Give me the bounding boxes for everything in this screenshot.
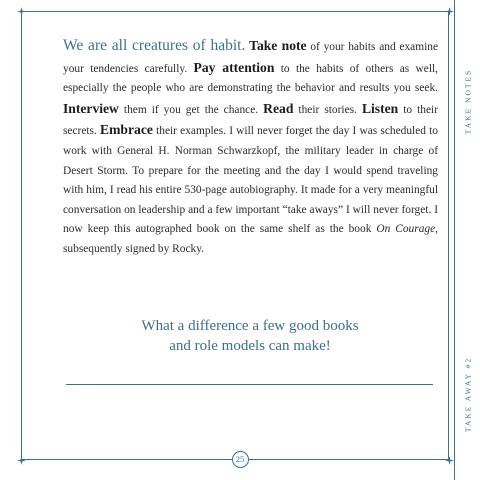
note-writing-line xyxy=(66,384,433,385)
body-paragraph xyxy=(63,36,438,260)
body-text-segment: their stories. xyxy=(293,103,362,116)
corner-ornament-bottom-right xyxy=(445,456,454,465)
body-text-segment: their examples. I will never forget the day I was scheduled to work with General H. Norman Schwarzkopf, the military leader in charge of Desert Storm. To prepare for the meeting and the day I would spend traveling with him, I read his entire 530-page autobiography. It made for a very meaningful conversation on leadership and a few important “take aways” I will never forget. I now keep this autographed book on the same shelf as the book xyxy=(63,125,438,236)
side-label-take-away: TAKE AWAY #2 xyxy=(463,356,473,433)
pull-quote-line-2: and role models can make! xyxy=(169,338,331,354)
keyword-read: Read xyxy=(263,100,294,116)
keyword-embrace: Embrace xyxy=(100,122,153,138)
body-text-segment: to their secrets. xyxy=(63,103,438,138)
pull-quote-line-1: What a difference a few good books xyxy=(141,318,359,334)
side-label-take-notes: TAKE NOTES xyxy=(463,68,473,135)
keyword-listen: Listen xyxy=(361,100,399,116)
page-number-badge: 25 xyxy=(232,451,249,468)
body-text-segment: them if you get the chance. xyxy=(118,103,264,116)
corner-ornament-top-right xyxy=(445,7,454,16)
body-text-segment: to the habits of others as well, especially the people who are demonstrating the behavior and results you seek. xyxy=(63,62,438,95)
body-text-segment: , subsequently signed by Rocky. xyxy=(63,223,438,255)
keyword-interview: Interview xyxy=(63,100,119,116)
body-text-segment: of your habits and examine your tendencies carefully. xyxy=(63,41,439,75)
book-title: On Courage xyxy=(376,223,436,236)
corner-ornament-bottom-left xyxy=(17,456,26,465)
lead-phrase: We are all creatures of habit. xyxy=(63,37,246,54)
pull-quote xyxy=(90,316,410,356)
corner-ornament-top-left xyxy=(17,7,26,16)
keyword-take-note: Take note xyxy=(249,38,307,53)
keyword-pay-attention: Pay attention xyxy=(193,59,275,75)
side-divider xyxy=(454,0,455,480)
